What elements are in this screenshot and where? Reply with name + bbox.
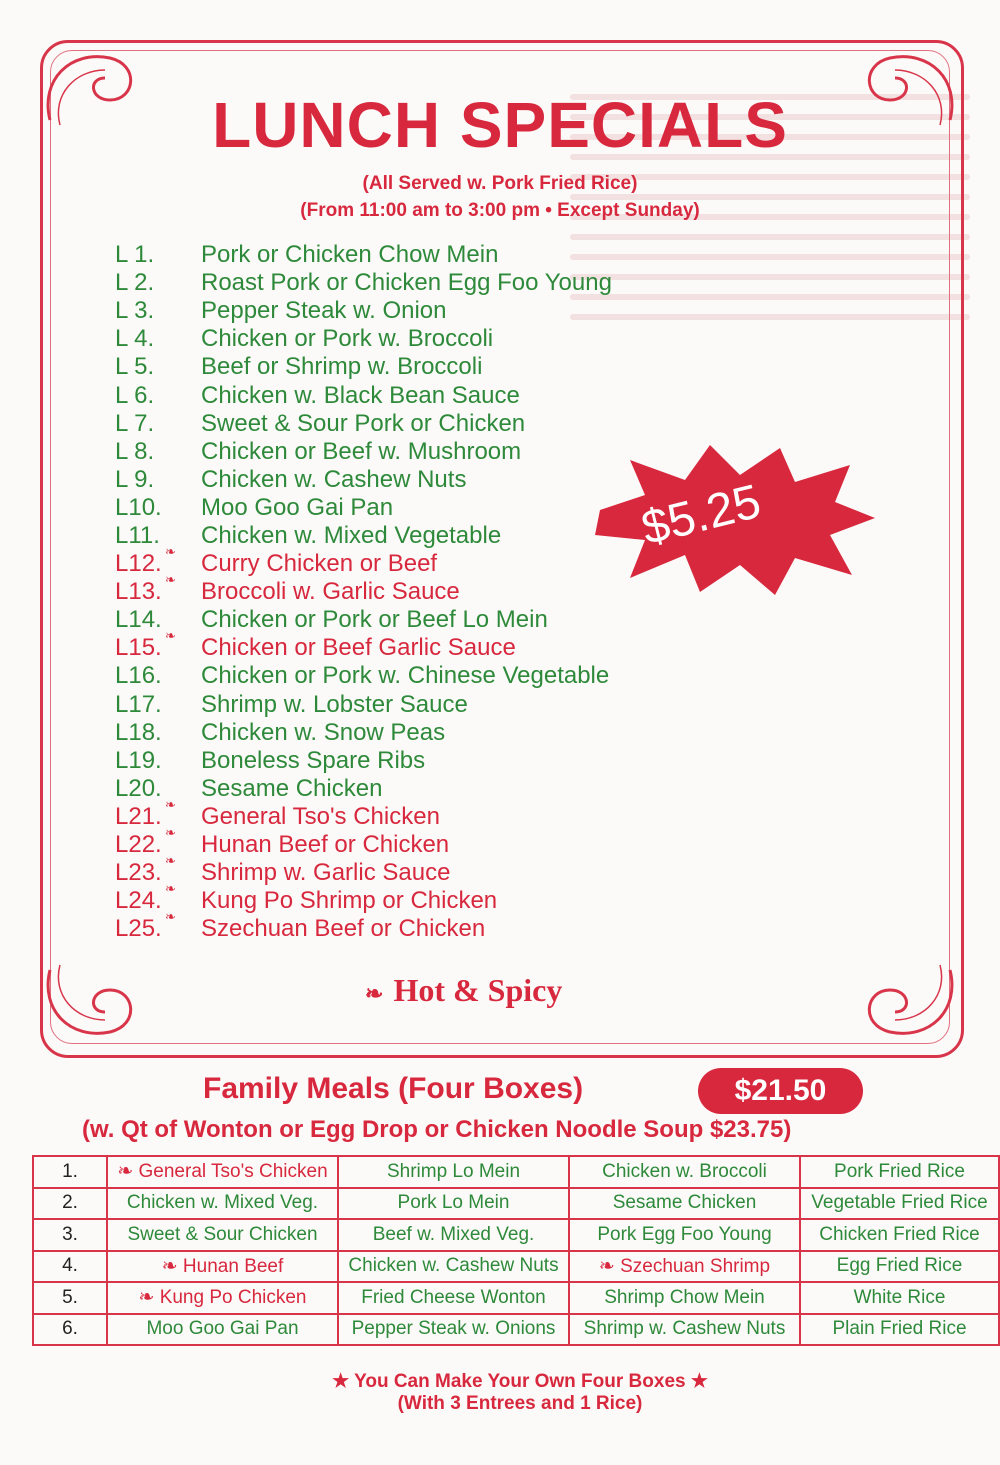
cell-text: General Tso's Chicken	[138, 1161, 328, 1183]
cell-text: Plain Fried Rice	[832, 1318, 967, 1340]
item-code: L 2.	[115, 269, 155, 297]
item-code: L12.	[115, 550, 162, 578]
item-code: L 6.	[115, 381, 155, 409]
lunch-price: $5.25	[636, 474, 766, 556]
table-cell	[800, 1314, 999, 1346]
family-meals-title: Family Meals (Four Boxes)	[203, 1072, 584, 1105]
table-cell	[338, 1156, 569, 1188]
item-code: L13.	[115, 578, 162, 606]
item-code: L15.	[115, 634, 162, 662]
item-name: Chicken or Beef Garlic Sauce	[201, 634, 516, 662]
lunch-item	[115, 853, 715, 887]
table-cell	[107, 1219, 338, 1251]
lunch-item	[115, 909, 715, 943]
chili-pepper-icon: ❧	[165, 909, 176, 925]
item-name: Chicken w. Snow Peas	[201, 718, 446, 746]
lunch-item	[115, 824, 715, 859]
table-cell	[338, 1251, 569, 1283]
lunch-item	[115, 881, 715, 915]
cell-text: Pork Lo Mein	[397, 1192, 510, 1214]
item-name: Roast Pork or Chicken Egg Foo Young	[201, 269, 612, 297]
lunch-item	[115, 796, 715, 831]
row-number: 4.	[33, 1251, 107, 1283]
item-name: Shrimp w. Lobster Sauce	[201, 690, 468, 718]
page-title: LUNCH SPECIALS	[212, 89, 788, 161]
table-cell	[569, 1282, 800, 1314]
item-code: L14.	[115, 606, 162, 634]
lunch-item	[115, 606, 715, 634]
chili-pepper-icon: ❧	[365, 980, 384, 1006]
item-name: Boneless Spare Ribs	[201, 746, 426, 774]
cell-text: Pork Fried Rice	[834, 1160, 965, 1182]
cell-text: Fried Cheese Wonton	[361, 1286, 546, 1308]
item-code: L 9.	[115, 465, 155, 493]
item-name: Chicken or Beef w. Mushroom	[201, 437, 522, 465]
item-code: L10.	[115, 493, 162, 521]
chili-pepper-icon: ❧	[161, 1255, 183, 1277]
chili-pepper-icon: ❧	[117, 1161, 139, 1183]
cell-text: Szechuan Shrimp	[620, 1255, 771, 1277]
item-code: L 8.	[115, 437, 155, 465]
item-name: Broccoli w. Garlic Sauce	[201, 578, 460, 606]
item-name: General Tso's Chicken	[201, 802, 440, 830]
cell-text: Pepper Steak w. Onions	[351, 1318, 556, 1340]
chili-pepper-icon: ❧	[598, 1255, 621, 1277]
chili-pepper-icon: ❧	[138, 1287, 160, 1309]
item-code: L22.	[115, 831, 162, 859]
row-number: 2.	[33, 1188, 107, 1220]
item-name: Sweet & Sour Pork or Chicken	[201, 409, 526, 437]
table-cell	[569, 1156, 800, 1188]
lunch-item	[115, 410, 715, 438]
lunch-item	[115, 325, 715, 353]
table-cell	[338, 1188, 569, 1220]
lunch-item	[115, 747, 715, 775]
table-cell	[107, 1282, 338, 1314]
item-name: Moo Goo Gai Pan	[201, 493, 394, 521]
subtitle-hours: (From 11:00 am to 3:00 pm • Except Sunday)	[300, 200, 700, 221]
item-name: Sesame Chicken	[201, 774, 383, 802]
table-cell	[800, 1156, 999, 1188]
cell-text: Hunan Beef	[182, 1255, 284, 1277]
table-cell	[107, 1188, 338, 1220]
item-code: L24.	[115, 887, 162, 915]
table-cell	[107, 1314, 338, 1346]
item-code: L25.	[115, 915, 162, 943]
cell-text: Pork Egg Foo Young	[597, 1223, 772, 1245]
cell-text: Moo Goo Gai Pan	[146, 1318, 299, 1340]
lunch-item	[115, 241, 715, 269]
lunch-item	[115, 662, 715, 690]
chili-pepper-icon: ❧	[165, 544, 176, 560]
item-code: L17.	[115, 690, 162, 718]
item-name: Chicken w. Mixed Vegetable	[201, 521, 502, 549]
table-cell	[569, 1188, 800, 1220]
table-row	[33, 1188, 999, 1220]
cell-text: White Rice	[853, 1286, 946, 1308]
own-boxes-detail: (With 3 Entrees and 1 Rice)	[397, 1393, 643, 1414]
table-row	[33, 1251, 999, 1283]
table-cell	[800, 1251, 999, 1283]
lunch-item	[115, 353, 715, 381]
table-cell	[107, 1251, 338, 1283]
item-code: L 1.	[115, 241, 155, 269]
hot-spicy-legend	[365, 972, 562, 1009]
table-cell	[569, 1219, 800, 1251]
cell-text: Shrimp w. Cashew Nuts	[583, 1318, 786, 1340]
row-number: 6.	[33, 1314, 107, 1346]
table-cell	[569, 1314, 800, 1346]
item-code: L 5.	[115, 353, 155, 381]
item-code: L11.	[115, 521, 160, 549]
item-code: L16.	[115, 662, 162, 690]
table-cell	[800, 1219, 999, 1251]
item-code: L20.	[115, 774, 162, 802]
table-row	[33, 1156, 999, 1188]
corner-swirl-icon	[850, 960, 970, 1050]
own-boxes-note: ★ You Can Make Your Own Four Boxes ★	[332, 1371, 708, 1392]
item-name: Chicken or Pork w. Broccoli	[201, 325, 494, 353]
chili-pepper-icon: ❧	[165, 881, 176, 897]
cell-text: Sweet & Sour Chicken	[127, 1223, 318, 1245]
cell-text: Beef w. Mixed Veg.	[372, 1223, 535, 1245]
family-meals-price: $21.50	[698, 1068, 863, 1114]
item-code: L 7.	[115, 409, 155, 437]
item-code: L19.	[115, 746, 162, 774]
subtitle-rice: (All Served w. Pork Fried Rice)	[362, 173, 638, 194]
item-code: L 3.	[115, 297, 155, 325]
chili-pepper-icon: ❧	[165, 628, 176, 644]
lunch-item	[115, 775, 715, 803]
row-number: 5.	[33, 1282, 107, 1314]
row-number: 1.	[33, 1156, 107, 1188]
item-name: Beef or Shrimp w. Broccoli	[201, 353, 483, 381]
cell-text: Chicken Fried Rice	[819, 1223, 980, 1245]
cell-text: Sesame Chicken	[612, 1192, 757, 1214]
family-meals-table	[32, 1155, 1000, 1346]
item-name: Chicken w. Black Bean Sauce	[201, 381, 520, 409]
item-name: Shrimp w. Garlic Sauce	[201, 859, 451, 887]
item-name: Chicken or Pork or Beef Lo Mein	[201, 606, 548, 634]
table-row	[33, 1219, 999, 1251]
table-cell	[338, 1282, 569, 1314]
item-code: L23.	[115, 859, 162, 887]
chili-pepper-icon: ❧	[165, 824, 176, 840]
cell-text: Egg Fried Rice	[836, 1255, 963, 1277]
table-cell	[338, 1219, 569, 1251]
family-soup-line: (w. Qt of Wonton or Egg Drop or Chicken Noodle Soup $23.75)	[82, 1116, 792, 1143]
cell-text: Chicken w. Mixed Veg.	[126, 1192, 319, 1214]
lunch-item	[115, 628, 715, 662]
item-name: Szechuan Beef or Chicken	[201, 915, 486, 943]
corner-swirl-icon	[30, 960, 150, 1050]
item-name: Pork or Chicken Chow Mein	[201, 241, 499, 269]
item-code: L21.	[115, 802, 162, 830]
table-cell	[569, 1251, 800, 1283]
row-number: 3.	[33, 1219, 107, 1251]
cell-text: Chicken w. Broccoli	[602, 1160, 767, 1182]
chili-pepper-icon: ❧	[165, 853, 176, 869]
lunch-item	[115, 269, 715, 297]
cell-text: Chicken w. Cashew Nuts	[348, 1255, 559, 1277]
item-code: L 4.	[115, 325, 155, 353]
table-cell	[107, 1156, 338, 1188]
cell-text: Vegetable Fried Rice	[811, 1192, 988, 1214]
table-cell	[800, 1188, 999, 1220]
chili-pepper-icon: ❧	[165, 572, 176, 588]
cell-text: Shrimp Chow Mein	[604, 1286, 765, 1308]
item-name: Chicken or Pork w. Chinese Vegetable	[201, 662, 610, 690]
table-row	[33, 1314, 999, 1346]
lunch-item	[115, 719, 715, 747]
item-code: L18.	[115, 718, 162, 746]
table-cell	[338, 1314, 569, 1346]
chili-pepper-icon: ❧	[165, 796, 176, 812]
cell-text: Kung Po Chicken	[159, 1287, 307, 1309]
item-name: Pepper Steak w. Onion	[201, 297, 447, 325]
table-row	[33, 1282, 999, 1314]
lunch-item	[115, 691, 715, 719]
cell-text: Shrimp Lo Mein	[386, 1160, 521, 1182]
item-name: Kung Po Shrimp or Chicken	[201, 887, 498, 915]
item-name: Chicken w. Cashew Nuts	[201, 465, 467, 493]
table-cell	[800, 1282, 999, 1314]
item-name: Hunan Beef or Chicken	[201, 831, 450, 859]
item-name: Curry Chicken or Beef	[201, 550, 438, 578]
hot-spicy-label: Hot & Spicy	[393, 972, 563, 1008]
lunch-item	[115, 381, 715, 409]
lunch-item	[115, 297, 715, 325]
